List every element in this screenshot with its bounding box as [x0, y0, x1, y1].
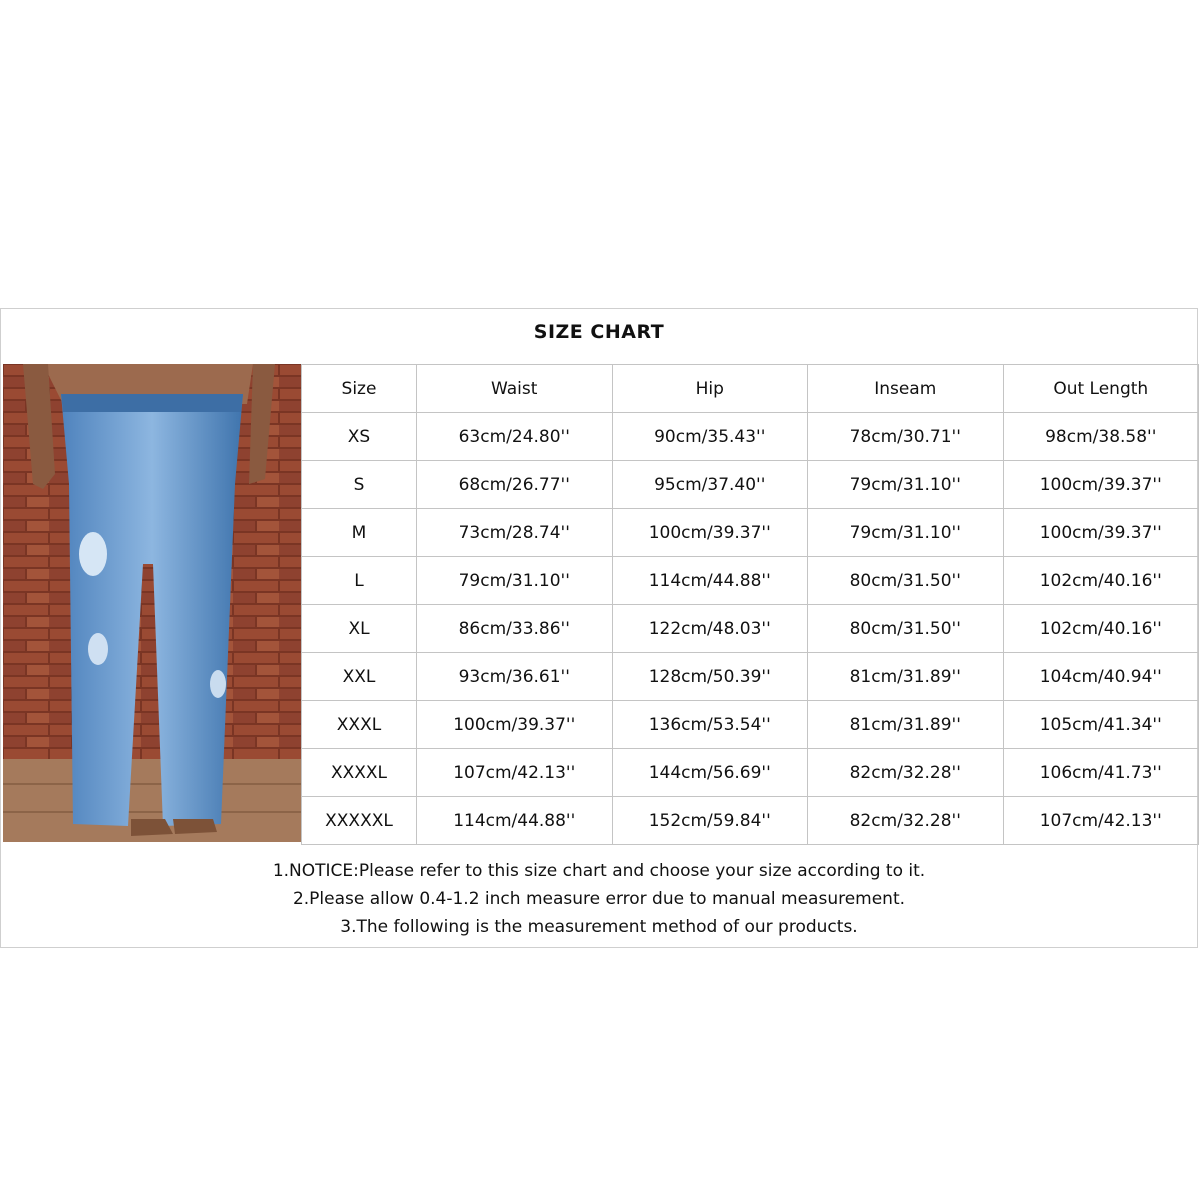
- cell-hip: 90cm/35.43'': [612, 413, 808, 461]
- header-inseam: Inseam: [808, 365, 1004, 413]
- cell-size: XL: [302, 605, 417, 653]
- cell-size: XS: [302, 413, 417, 461]
- table-row: [302, 557, 1199, 605]
- cell-hip: 122cm/48.03'': [612, 605, 808, 653]
- cell-waist: 63cm/24.80'': [417, 413, 613, 461]
- notes-block: [1, 857, 1197, 941]
- size-table: [301, 364, 1199, 845]
- cell-size: XXXL: [302, 701, 417, 749]
- cell-hip: 128cm/50.39'': [612, 653, 808, 701]
- chart-title: SIZE CHART: [533, 321, 665, 343]
- cell-inseam: 79cm/31.10'': [808, 461, 1004, 509]
- cell-hip: 152cm/59.84'': [612, 797, 808, 845]
- cell-inseam: 80cm/31.50'': [808, 605, 1004, 653]
- table-row: [302, 413, 1199, 461]
- cell-inseam: 82cm/32.28'': [808, 749, 1004, 797]
- cell-out-length: 102cm/40.16'': [1003, 557, 1199, 605]
- cell-size: XXL: [302, 653, 417, 701]
- cell-inseam: 78cm/30.71'': [808, 413, 1004, 461]
- cell-hip: 100cm/39.37'': [612, 509, 808, 557]
- cell-waist: 86cm/33.86'': [417, 605, 613, 653]
- cell-out-length: 100cm/39.37'': [1003, 509, 1199, 557]
- cell-out-length: 105cm/41.34'': [1003, 701, 1199, 749]
- cell-size: L: [302, 557, 417, 605]
- header-out-length: Out Length: [1003, 365, 1199, 413]
- table-row: [302, 701, 1199, 749]
- note-line: 3.The following is the measurement method of our products.: [340, 917, 858, 937]
- cell-out-length: 106cm/41.73'': [1003, 749, 1199, 797]
- table-row: [302, 509, 1199, 557]
- cell-inseam: 81cm/31.89'': [808, 653, 1004, 701]
- header-size: Size: [302, 365, 417, 413]
- cell-inseam: 79cm/31.10'': [808, 509, 1004, 557]
- table-row: [302, 605, 1199, 653]
- cell-out-length: 104cm/40.94'': [1003, 653, 1199, 701]
- cell-size: XXXXL: [302, 749, 417, 797]
- cell-hip: 144cm/56.69'': [612, 749, 808, 797]
- cell-waist: 73cm/28.74'': [417, 509, 613, 557]
- table-row: [302, 653, 1199, 701]
- cell-size: M: [302, 509, 417, 557]
- cell-out-length: 102cm/40.16'': [1003, 605, 1199, 653]
- header-hip: Hip: [612, 365, 808, 413]
- cell-waist: 93cm/36.61'': [417, 653, 613, 701]
- product-photo-jeans: [3, 364, 301, 842]
- cell-size: XXXXXL: [302, 797, 417, 845]
- table-row: [302, 797, 1199, 845]
- table-row: [302, 461, 1199, 509]
- note-line: 2.Please allow 0.4-1.2 inch measure error due to manual measurement.: [292, 889, 906, 909]
- size-chart-panel: [0, 308, 1198, 948]
- table-header-row: [302, 365, 1199, 413]
- cell-waist: 107cm/42.13'': [417, 749, 613, 797]
- cell-out-length: 100cm/39.37'': [1003, 461, 1199, 509]
- note-line: 1.NOTICE:Please refer to this size chart and choose your size according to it.: [272, 861, 926, 881]
- cell-out-length: 98cm/38.58'': [1003, 413, 1199, 461]
- cell-waist: 79cm/31.10'': [417, 557, 613, 605]
- cell-waist: 114cm/44.88'': [417, 797, 613, 845]
- cell-hip: 114cm/44.88'': [612, 557, 808, 605]
- cell-out-length: 107cm/42.13'': [1003, 797, 1199, 845]
- cell-inseam: 82cm/32.28'': [808, 797, 1004, 845]
- cell-waist: 68cm/26.77'': [417, 461, 613, 509]
- cell-hip: 136cm/53.54'': [612, 701, 808, 749]
- table-row: [302, 749, 1199, 797]
- header-waist: Waist: [417, 365, 613, 413]
- cell-inseam: 81cm/31.89'': [808, 701, 1004, 749]
- cell-waist: 100cm/39.37'': [417, 701, 613, 749]
- cell-inseam: 80cm/31.50'': [808, 557, 1004, 605]
- jeans-photo-illustration: [3, 364, 301, 842]
- cell-hip: 95cm/37.40'': [612, 461, 808, 509]
- cell-size: S: [302, 461, 417, 509]
